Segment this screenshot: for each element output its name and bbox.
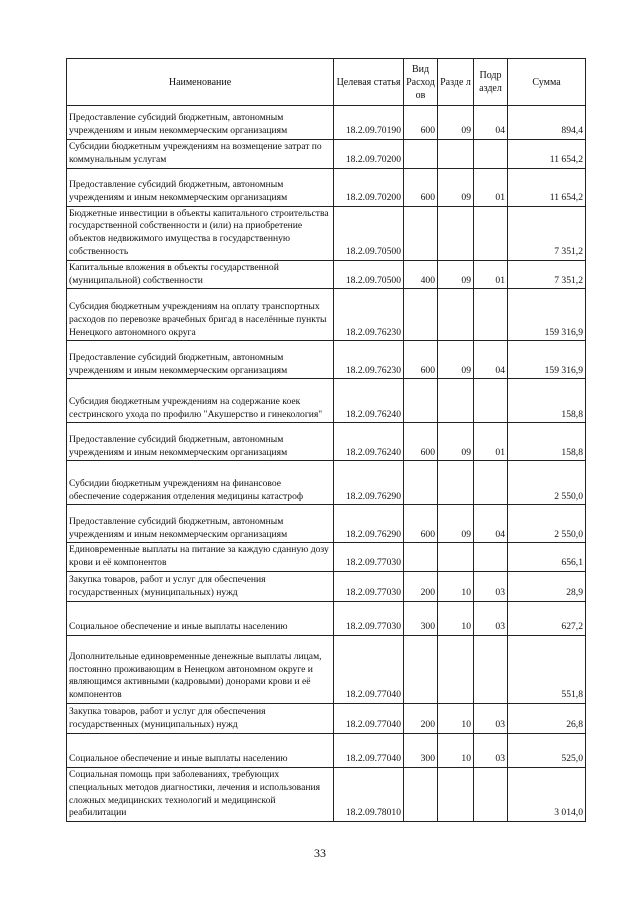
cell-podr: 03 (474, 703, 508, 733)
cell-name: Предоставление субсидий бюджетным, автономным учреждениям и иным некоммерческим организациям (67, 168, 334, 206)
cell-name: Социальное обеспечение и иные выплаты населению (67, 733, 334, 767)
cell-code: 18.2.09.76240 (334, 379, 404, 423)
cell-vid (404, 543, 438, 572)
table-row (67, 168, 586, 206)
cell-razdel: 10 (438, 733, 474, 767)
cell-razdel: 09 (438, 341, 474, 379)
header-razdel: Разде л (438, 59, 474, 106)
cell-razdel: 09 (438, 260, 474, 289)
cell-vid (404, 379, 438, 423)
cell-vid (404, 635, 438, 703)
cell-code: 18.2.09.70190 (334, 106, 404, 140)
cell-amount: 7 351,2 (508, 260, 586, 289)
cell-name: Субсидия бюджетным учреждениям на оплату транспортных расходов по перевозке врачебных бригад в населённые пункты Ненецкого автономного округа (67, 289, 334, 341)
cell-name: Субсидия бюджетным учреждениям на содержание коек сестринского ухода по профилю "Акушерство и гинекология" (67, 379, 334, 423)
cell-amount: 7 351,2 (508, 206, 586, 260)
cell-vid (404, 206, 438, 260)
table-row (67, 289, 586, 341)
cell-razdel (438, 206, 474, 260)
cell-name: Дополнительные единовременные денежные выплаты лицам, постоянно проживающим в Ненецком автономном округе и являющимся активными (кадровыми) донорами крови и её компонентов (67, 635, 334, 703)
cell-vid: 200 (404, 703, 438, 733)
cell-code: 18.2.09.77030 (334, 601, 404, 635)
cell-amount: 656,1 (508, 543, 586, 572)
cell-amount: 11 654,2 (508, 168, 586, 206)
cell-vid: 600 (404, 505, 438, 543)
cell-code: 18.2.09.77040 (334, 733, 404, 767)
cell-code: 18.2.09.76230 (334, 289, 404, 341)
cell-podr: 01 (474, 168, 508, 206)
cell-vid: 600 (404, 423, 438, 461)
cell-podr: 01 (474, 260, 508, 289)
cell-name: Единовременные выплаты на питание за каждую сданную дозу крови и её компонентов (67, 543, 334, 572)
cell-amount: 525,0 (508, 733, 586, 767)
cell-name: Бюджетные инвестиции в объекты капитального строительства государственной собственности и (или) на приобретение объектов недвижимого имущества в государственную собственность (67, 206, 334, 260)
table-row (67, 571, 586, 601)
cell-amount: 159 316,9 (508, 289, 586, 341)
cell-podr: 04 (474, 341, 508, 379)
cell-code: 18.2.09.77030 (334, 571, 404, 601)
table-row (67, 635, 586, 703)
table-row (67, 140, 586, 169)
table-body (67, 106, 586, 822)
header-name: Наименование (67, 59, 334, 106)
cell-code: 18.2.09.76240 (334, 423, 404, 461)
cell-podr: 04 (474, 505, 508, 543)
cell-amount: 3 014,0 (508, 767, 586, 821)
cell-name: Субсидии бюджетным учреждениям на возмещение затрат по коммунальным услугам (67, 140, 334, 169)
cell-name: Предоставление субсидий бюджетным, автономным учреждениям и иным некоммерческим организациям (67, 423, 334, 461)
cell-vid: 300 (404, 733, 438, 767)
cell-podr (474, 206, 508, 260)
cell-vid (404, 140, 438, 169)
cell-podr: 03 (474, 571, 508, 601)
table-row (67, 601, 586, 635)
cell-name: Закупка товаров, работ и услуг для обеспечения государственных (муниципальных) нужд (67, 703, 334, 733)
cell-podr: 03 (474, 733, 508, 767)
cell-code: 18.2.09.76230 (334, 341, 404, 379)
cell-code: 18.2.09.70200 (334, 140, 404, 169)
cell-name: Социальное обеспечение и иные выплаты населению (67, 601, 334, 635)
table-row (67, 767, 586, 821)
table-row (67, 505, 586, 543)
cell-podr (474, 140, 508, 169)
cell-amount: 2 550,0 (508, 505, 586, 543)
table-row (67, 733, 586, 767)
cell-code: 18.2.09.78010 (334, 767, 404, 821)
cell-podr: 03 (474, 601, 508, 635)
cell-razdel: 09 (438, 106, 474, 140)
cell-amount: 2 550,0 (508, 461, 586, 505)
cell-vid (404, 289, 438, 341)
cell-amount: 627,2 (508, 601, 586, 635)
cell-vid: 600 (404, 168, 438, 206)
cell-podr (474, 461, 508, 505)
cell-code: 18.2.09.77030 (334, 543, 404, 572)
cell-amount: 158,8 (508, 423, 586, 461)
table-row (67, 379, 586, 423)
cell-name: Предоставление субсидий бюджетным, автономным учреждениям и иным некоммерческим организациям (67, 505, 334, 543)
cell-amount: 894,4 (508, 106, 586, 140)
cell-razdel: 10 (438, 703, 474, 733)
table-header-row (67, 59, 586, 106)
header-amount: Сумма (508, 59, 586, 106)
cell-podr: 04 (474, 106, 508, 140)
table-row (67, 341, 586, 379)
cell-razdel (438, 767, 474, 821)
cell-vid: 600 (404, 341, 438, 379)
cell-name: Социальная помощь при заболеваниях, требующих специальных методов диагностики, лечения и использования сложных медицинских технологий и медицинской реабилитации (67, 767, 334, 821)
cell-name: Предоставление субсидий бюджетным, автономным учреждениям и иным некоммерческим организациям (67, 341, 334, 379)
budget-table (66, 58, 586, 822)
table-row (67, 106, 586, 140)
table-row (67, 703, 586, 733)
cell-name: Предоставление субсидий бюджетным, автономным учреждениям и иным некоммерческим организациям (67, 106, 334, 140)
cell-razdel: 09 (438, 168, 474, 206)
cell-razdel: 09 (438, 505, 474, 543)
cell-amount: 11 654,2 (508, 140, 586, 169)
cell-razdel: 09 (438, 423, 474, 461)
header-podr: Подр аздел (474, 59, 508, 106)
cell-code: 18.2.09.76290 (334, 505, 404, 543)
cell-amount: 158,8 (508, 379, 586, 423)
page-number: 33 (314, 846, 326, 860)
cell-name: Капитальные вложения в объекты государственной (муниципальной) собственности (67, 260, 334, 289)
table-row (67, 423, 586, 461)
cell-name: Закупка товаров, работ и услуг для обеспечения государственных (муниципальных) нужд (67, 571, 334, 601)
header-vid: Вид Расход ов (404, 59, 438, 106)
cell-podr (474, 635, 508, 703)
cell-code: 18.2.09.70500 (334, 206, 404, 260)
header-code: Целевая статья (334, 59, 404, 106)
cell-podr: 01 (474, 423, 508, 461)
cell-code: 18.2.09.77040 (334, 703, 404, 733)
cell-vid (404, 767, 438, 821)
table-row (67, 543, 586, 572)
cell-amount: 159 316,9 (508, 341, 586, 379)
cell-vid: 200 (404, 571, 438, 601)
cell-name: Субсидии бюджетным учреждениям на финансовое обеспечение содержания отделения медицины катастроф (67, 461, 334, 505)
cell-razdel (438, 140, 474, 169)
cell-code: 18.2.09.76290 (334, 461, 404, 505)
cell-podr (474, 543, 508, 572)
table-row (67, 260, 586, 289)
cell-razdel (438, 379, 474, 423)
cell-code: 18.2.09.70200 (334, 168, 404, 206)
cell-vid: 600 (404, 106, 438, 140)
cell-podr (474, 289, 508, 341)
cell-razdel: 10 (438, 601, 474, 635)
cell-podr (474, 379, 508, 423)
table-row (67, 206, 586, 260)
cell-vid: 300 (404, 601, 438, 635)
table-row (67, 461, 586, 505)
cell-podr (474, 767, 508, 821)
cell-amount: 26,8 (508, 703, 586, 733)
cell-amount: 551,8 (508, 635, 586, 703)
cell-vid (404, 461, 438, 505)
cell-razdel (438, 461, 474, 505)
cell-vid: 400 (404, 260, 438, 289)
cell-razdel (438, 543, 474, 572)
cell-razdel (438, 289, 474, 341)
cell-code: 18.2.09.70500 (334, 260, 404, 289)
cell-code: 18.2.09.77040 (334, 635, 404, 703)
cell-amount: 28,9 (508, 571, 586, 601)
cell-razdel (438, 635, 474, 703)
cell-razdel: 10 (438, 571, 474, 601)
